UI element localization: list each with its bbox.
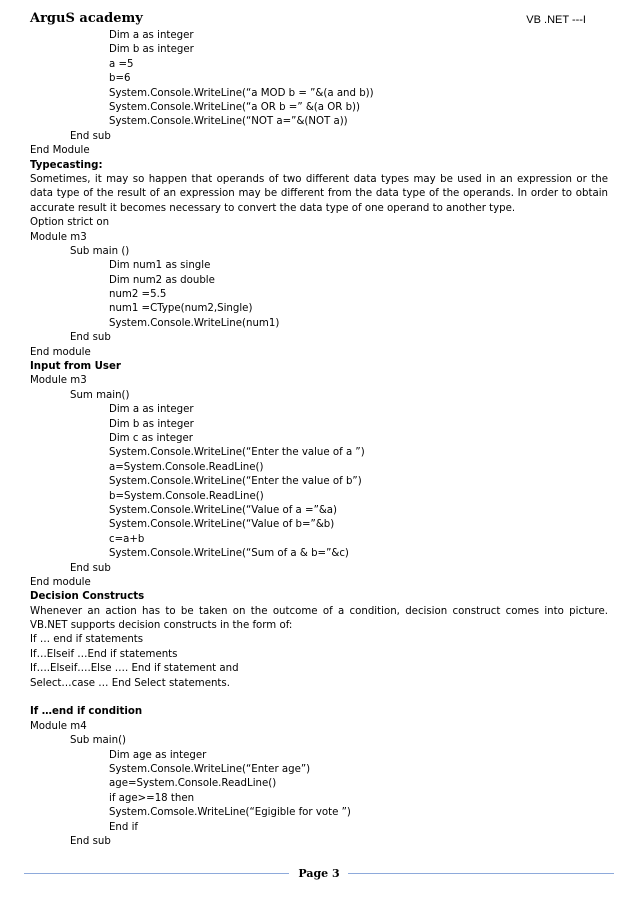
code-line: c=a+b	[109, 533, 145, 545]
text-line: If….Elseif….Else …. End if statement and	[30, 663, 239, 675]
text-line: If…Elseif …End if statements	[30, 648, 178, 660]
code-line: System.Console.WriteLine(“Value of a =”&a)	[109, 504, 338, 516]
code-line: System.Console.WriteLine(“Enter the value of a ”)	[109, 447, 365, 459]
section-heading: Input from User	[30, 361, 121, 373]
code-line: num2 =5.5	[109, 289, 167, 301]
code-line: System.Console.WriteLine(num1)	[109, 317, 280, 329]
code-line: System.Console.WriteLine(“a MOD b = ”&(a and b))	[109, 87, 374, 99]
code-line: System.Console.WriteLine(“NOT a=”&(NOT a))	[109, 116, 348, 128]
code-line: age=System.Console.ReadLine()	[109, 778, 277, 790]
paragraph: Sometimes, it may so happen that operands of two different data types may be used in an expression or the data type of the result of an expression may be different from the data type of the operands. In order to obtain accurate result it becomes necessary to convert the data type of one operand to another type.	[30, 173, 608, 214]
text-line: Module m3	[30, 375, 87, 387]
code-line: Sub main()	[70, 735, 127, 747]
code-line: if age>=18 then	[109, 792, 195, 804]
code-line: Dim c as integer	[109, 432, 193, 444]
text-line: If … end if statements	[30, 634, 144, 646]
footer-rule-right	[348, 873, 614, 874]
section-heading: Typecasting:	[30, 159, 103, 171]
code-line: Dim b as integer	[109, 418, 194, 430]
code-line: Dim a as integer	[109, 404, 194, 416]
footer-rule-left	[24, 873, 289, 874]
text-line: Module m3	[30, 231, 87, 243]
header-subject: VB .NET ---I	[526, 14, 586, 26]
header-title: ArguS academy	[30, 11, 143, 26]
code-line: System.Comsole.WriteLine(“Egigible for vote ”)	[109, 807, 351, 819]
code-line: End sub	[70, 562, 111, 574]
code-line: b=6	[109, 73, 131, 85]
document-body	[30, 29, 608, 849]
code-line: System.Console.WriteLine(“Value of b=”&b)	[109, 519, 335, 531]
blank-line	[30, 691, 608, 705]
code-line: Sum main()	[70, 389, 130, 401]
code-line: End if	[109, 821, 139, 833]
code-line: Sub main ()	[70, 245, 130, 257]
page-number: Page 3	[298, 867, 340, 880]
code-line: Dim num1 as single	[109, 260, 211, 272]
text-line: Option strict on	[30, 217, 110, 229]
text-line: End module	[30, 576, 91, 588]
text-line: End Module	[30, 145, 90, 157]
text-line: End module	[30, 346, 91, 358]
code-line: End sub	[70, 835, 111, 847]
code-line: Dim a as integer	[109, 30, 194, 41]
code-line: Dim age as integer	[109, 749, 207, 761]
code-line: a =5	[109, 58, 134, 70]
code-line: a=System.Console.ReadLine()	[109, 461, 264, 473]
code-line: System.Console.WriteLine(“Enter age”)	[109, 764, 311, 775]
code-line: Dim num2 as double	[109, 274, 215, 286]
code-line: num1 =CType(num2,Single)	[109, 303, 253, 315]
code-line: End sub	[70, 130, 111, 142]
code-line: Dim b as integer	[109, 44, 194, 56]
section-heading: If …end if condition	[30, 706, 143, 718]
code-line: System.Console.WriteLine(“a OR b =” &(a OR b))	[109, 101, 361, 113]
code-line: System.Console.WriteLine(“Enter the value of b”)	[109, 476, 362, 488]
paragraph: Whenever an action has to be taken on the outcome of a condition, decision construct comes into picture. VB.NET supports decision constructs in the form of:	[30, 605, 608, 632]
code-line: End sub	[70, 332, 111, 344]
code-line: b=System.Console.ReadLine()	[109, 490, 264, 502]
section-heading: Decision Constructs	[30, 591, 145, 603]
page-footer	[24, 864, 614, 884]
code-line: System.Console.WriteLine(“Sum of a & b=”&c)	[109, 548, 349, 560]
text-line: Module m4	[30, 720, 87, 732]
text-line: Select…case … End Select statements.	[30, 677, 230, 689]
